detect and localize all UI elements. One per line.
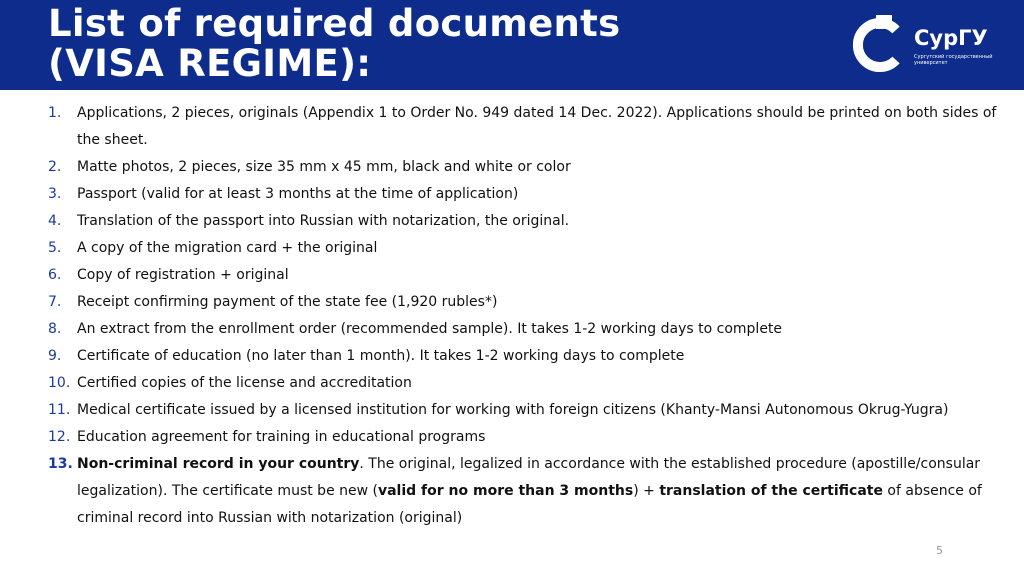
list-item — [0, 289, 1024, 316]
list-item — [0, 424, 1024, 451]
item-text-bold: Non-criminal record in your country — [77, 456, 360, 472]
list-item-criminal-record — [0, 451, 1024, 532]
item-text: Certified copies of the license and accreditation — [77, 375, 412, 391]
item-text: ) + — [633, 483, 660, 499]
list-item — [0, 316, 1024, 343]
item-text: Certificate of education (no later than 1 month). It takes 1-2 working days to complete — [77, 348, 685, 364]
item-text: Copy of registration + original — [77, 267, 289, 283]
item-text: of absence of criminal record into Russian with notarization (original) — [77, 483, 982, 526]
item-number: 10. — [48, 375, 71, 391]
item-number: 7. — [48, 294, 62, 310]
item-text: Matte photos, 2 pieces, size 35 mm x 45 mm, black and white or color — [77, 159, 571, 175]
list-item — [0, 262, 1024, 289]
slide-title — [48, 4, 620, 84]
item-text-bold: valid for no more than 3 months — [377, 483, 634, 499]
item-number: 6. — [48, 267, 62, 283]
slide-header — [0, 0, 1024, 90]
item-number: 5. — [48, 240, 62, 256]
list-item — [0, 208, 1024, 235]
list-item — [0, 181, 1024, 208]
item-text: An extract from the enrollment order (recommended sample). It takes 1-2 working days to complete — [77, 321, 783, 337]
list-item — [0, 235, 1024, 262]
item-number: 8. — [48, 321, 62, 337]
list-item — [0, 397, 1024, 424]
logo-subtitle: Сургутский государственный университет — [914, 54, 993, 66]
item-text: Medical certificate issued by a licensed institution for working with foreign citizens (Khanty-Mansi Autonomous Okrug-Yugra) — [77, 402, 949, 418]
surgu-logo — [852, 12, 1002, 82]
slide-title-line-1: List of required documents — [48, 2, 621, 45]
item-text: Translation of the passport into Russian with notarization, the original. — [77, 213, 570, 229]
item-text: Receipt confirming payment of the state fee (1,920 rubles*) — [77, 294, 498, 310]
list-item — [0, 100, 1024, 154]
item-text: A copy of the migration card + the original — [77, 240, 378, 256]
item-number: 9. — [48, 348, 62, 364]
logo-name: СурГУ — [914, 26, 988, 50]
item-text: Passport (valid for at least 3 months at the time of application) — [77, 186, 519, 202]
item-number: 1. — [48, 105, 62, 121]
surgu-logo-icon — [852, 12, 908, 78]
list-item — [0, 343, 1024, 370]
item-number: 12. — [48, 429, 71, 445]
item-number: 13. — [48, 456, 73, 472]
item-text: Education agreement for training in educational programs — [77, 429, 486, 445]
item-text: . The original, legalized in accordance with the established procedure (apostille/consular legalization). The certificate must be new ( — [77, 456, 981, 499]
item-number: 3. — [48, 186, 62, 202]
item-number: 11. — [48, 402, 71, 418]
item-number: 4. — [48, 213, 62, 229]
item-text: Applications, 2 pieces, originals (Appendix 1 to Order No. 949 dated 14 Dec. 2022). Applications should be printed on both sides of the sheet. — [77, 105, 997, 148]
list-item — [0, 370, 1024, 397]
page-number: 5 — [936, 544, 943, 557]
list-item — [0, 154, 1024, 181]
item-text-bold: translation of the certificate — [659, 483, 883, 499]
slide-title-line-2: (VISA REGIME): — [48, 42, 372, 85]
item-number: 2. — [48, 159, 62, 175]
required-documents-list — [0, 100, 1024, 532]
